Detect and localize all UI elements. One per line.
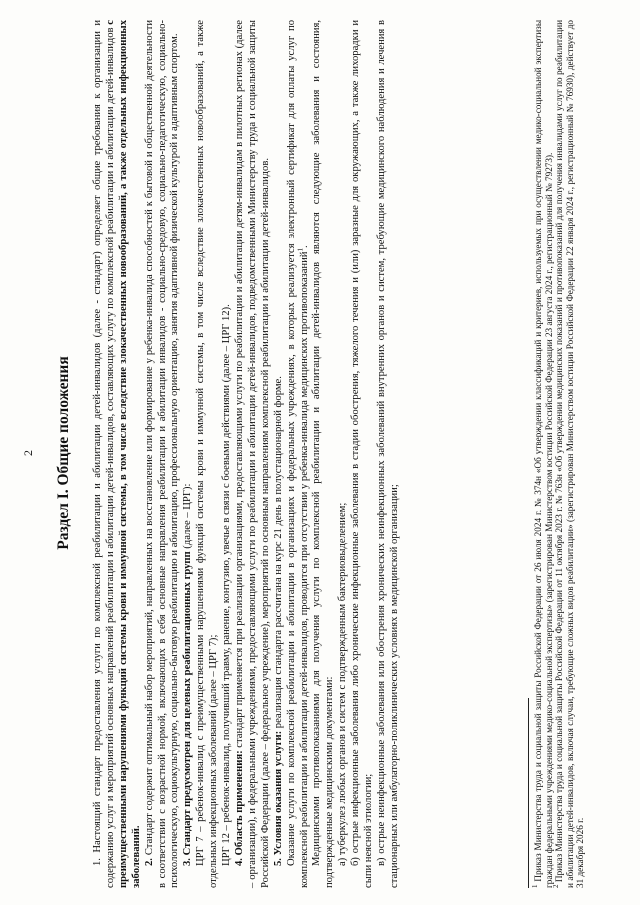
paragraph-5-certificate-end: . — [298, 245, 310, 249]
paragraph-5-heading: 5. Условия оказания услуги: — [272, 730, 284, 866]
paragraph-4-heading: 4. Область применения: — [233, 750, 245, 866]
paragraph-4 — [234, 20, 273, 888]
paragraph-5-certificate — [286, 20, 312, 888]
footnote-divider — [528, 698, 529, 888]
section-title: Раздел I. Общие положения — [55, 356, 72, 550]
footnote-1 — [530, 20, 554, 888]
footnote-2-mark: 2 — [552, 884, 561, 888]
contraindication-c: в) острые неинфекционные заболевания или обострения хронических неинфекционных заболеваний внутренних органов и систем, требующие медицинского наблюдения и лечения в стационарных или амбулаторно-поликлинических условиях в медицинской организации; — [375, 20, 400, 888]
footnote-1-mark: 1 — [530, 884, 539, 888]
footnote-ref-1: 1 — [295, 248, 304, 252]
paragraph-3-heading: 3. Стандарт предусмотрен для целевых реабилитационных групп — [182, 551, 194, 866]
footnote-2-text: Приказ Министерства труда и социальной защиты Российской Федерации от 11 октября 2023 г. № 763н «Об утверждении медицинских показаний и противопоказаний для получения инвалидами услуг по реабилитации и абилитации детей-инвалидов, включая случаи, требующие сложных видов реабилитации» (зарегистрирован Министерством юстиции Российской Федерации 22 января 2024 г., регистрационный № 76930), действует до 31 декабря 2026 г. — [554, 20, 586, 888]
paragraph-1-text: 1. Настоящий стандарт предоставления услуги по комплексной реабилитации и абилитации детей-инвалидов (далее - стандарт) определяет общие требования к организации и содержанию услуг и мероприятий основных направлений реабилитации и абилитации детей-инвалидов, составляющих услугу по комплексной реабилитации и абилитации детей-инвалидов — [92, 20, 116, 888]
paragraph-2-number: 2. — [143, 858, 155, 866]
paragraph-2-text: Стандарт содержит оптимальный набор мероприятий, направленных на восстановление или формирование у ребенка-инвалида способностей к бытовой и общественной деятельности в соответствии с возрастной нормой, включающих в себя основные направления реабилитации и абилитации инвалидов - социально-средовую, социально-педагогическую, социально-психологическую, социокультурную, социально-бытовую реабилитацию и абилитацию, профессиональную ориентацию, занятия адаптивной физической культурой и адаптивным спортом. — [143, 20, 181, 888]
paragraph-3-crg12: ЦРГ 12 – ребенок-инвалид, получивший травму, ранение, контузию, увечье в связи с боевыми действиями (далее – ЦРГ 12). — [221, 304, 233, 866]
document-body — [92, 20, 402, 888]
paragraph-2 — [144, 20, 183, 888]
paragraph-contraindications: Медицинскими противопоказаниями для получения услуги по комплексной реабилитации и абилитации детей-инвалидов являются следующие заболевания и состояния, подтвержденные медицинскими документами: — [311, 20, 336, 888]
contraindication-b: б) острые инфекционные заболевания либо хронические инфекционные заболевания в стадии обострения, тяжелого течения и (или) заразные для окружающих, а также лихорадки и сыпи неясной этиологии; — [350, 20, 375, 888]
paragraph-5 — [273, 20, 286, 888]
paragraph-5-text: реализация стандарта рассчитана на курс 21 день в полустационарной форме. — [272, 376, 284, 731]
contraindication-a: а) туберкулез любых органов и систем с подтвержденным бактериовыделением; — [337, 502, 349, 866]
paragraph-3-crg7: ЦРГ 7 – ребенок-инвалид с преимущественными нарушениями функций системы крови и иммунной системы, в том числе вследствие злокачественных новообразований, а также отдельных инфекционных заболеваний (далее – ЦРГ 7); — [195, 20, 220, 888]
paragraph-5-certificate-text: Оказание услуги по комплексной реабилитации и абилитации в организациях и федеральных учреждениях, в которых реализуется электронный сертификат для оплаты услуг по комплексной реабилитации и абилитации детей-инвалидов, проводится при отсутствии у ребенка-инвалида медицинских противопоказаний — [285, 20, 310, 888]
footnote-2 — [554, 20, 586, 888]
footnote-1-text: Приказ Министерства труда и социальной защиты Российской Федерации от 26 июля 2024 г. № 374н «Об утверждении классификаций и критериев, используемых при осуществлении медико-социальной экспертизы граждан федеральными учреждениями медико-социальной экспертизы» (зарегистрирован Министерством юстиции Российской Федерации 23 августа 2024 г., регистрационный № 79273). — [533, 20, 554, 888]
rotated-content — [20, 18, 620, 888]
paragraph-3-text: (далее – ЦРГ): — [182, 483, 194, 552]
paragraph-1 — [92, 20, 144, 888]
paragraph-4-text: стандарт применяется при реализации организациями, предоставляющими услуги по реабилитации и абилитации детям-инвалидам в пилотных регионах (далее – организации), и федеральными учреждениями, предоставляющими услуги по реабилитации и абилитации детей-инвалидов, подведомственными Министерству труда и социальной защиты Российской Федерации (далее – федеральное учреждение), мероприятий по основным направлениям комплексной реабилитации и абилитации детей-инвалидов. — [233, 20, 271, 888]
paragraph-3 — [182, 20, 195, 888]
paragraph-1-bold: с преимущественными нарушениями функций системы крови и иммунной системы, в том числе вследствие злокачественных новообразований, а также отдельных инфекционных заболеваний. — [104, 20, 142, 888]
page-number: 2 — [21, 450, 35, 456]
footnotes — [528, 20, 586, 888]
